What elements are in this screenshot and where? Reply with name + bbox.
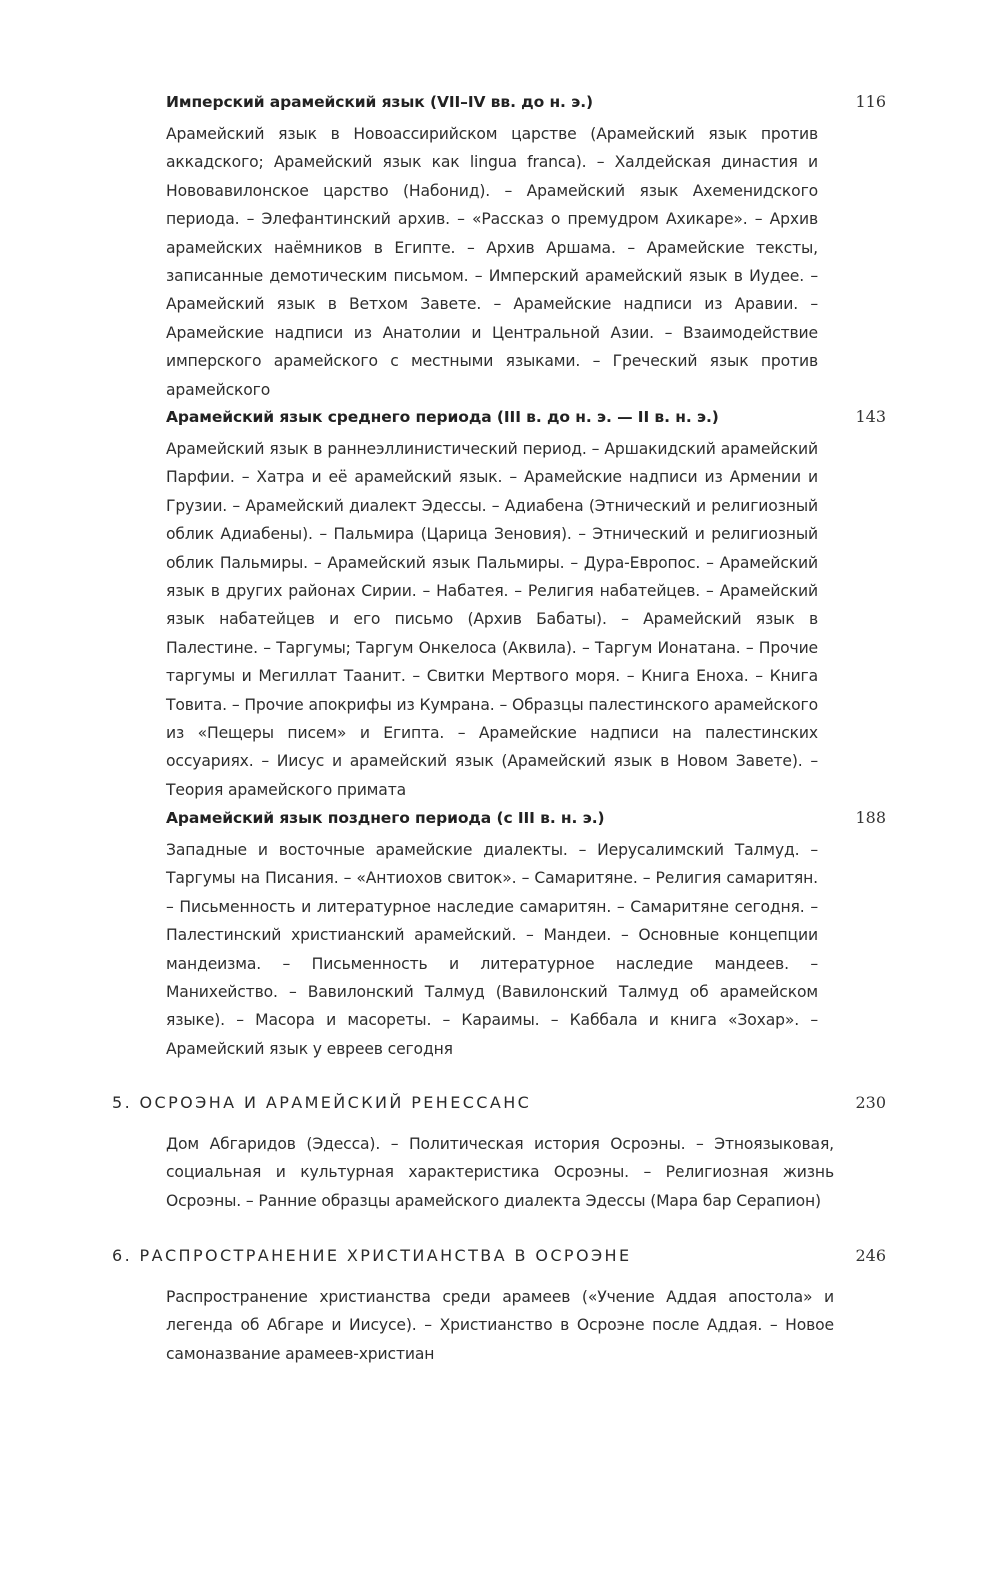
toc-entry-middle-aramaic [166, 407, 886, 804]
entry-title: Арамейский язык позднего периода (с III в. н. э.) [166, 809, 605, 827]
chapter-title: 6. РАСПРОСТРАНЕНИЕ ХРИСТИАНСТВА В ОСРОЭНЕ [112, 1246, 632, 1265]
toc-chapter-6 [112, 1246, 886, 1368]
chapter-page-number: 246 [855, 1246, 886, 1265]
entry-page-number: 116 [855, 92, 886, 111]
chapter-page-number: 230 [855, 1093, 886, 1112]
chapter-title: 5. ОСРОЭНА И АРАМЕЙСКИЙ РЕНЕССАНС [112, 1093, 532, 1112]
entry-page-number: 143 [855, 407, 886, 426]
chapter-description: Распространение христианства среди арамеев («Учение Аддая апостола» и легенда об Абгаре и Иисусе). – Христианство в Осроэне после Аддая. – Новое самоназвание арамеев-христиан [166, 1288, 834, 1363]
entry-description: Западные и восточные арамейские диалекты. – Иерусалимский Талмуд. – Таргумы на Писания. – «Антиохов свиток». – Самаритяне. – Религия самаритян. – Письменность и литературное наследие самаритян. – Самаритяне сегодня. – Палестинский христианский арамейский. – Мандеи. – Основные концепции мандеизма. – Письменность и литературное наследие мандеев. – Манихейство. – Вавилонский Талмуд (Вавилонский Талмуд об арамейском языке). – Масора и масореты. – Караимы. – Каббала и книга «Зохар». – Арамейский язык у евреев сегодня [166, 841, 818, 1058]
toc-chapter-5 [112, 1093, 886, 1215]
toc-entry-late-aramaic [166, 808, 886, 1063]
toc-entry-imperial-aramaic [166, 92, 886, 404]
entry-title: Арамейский язык среднего периода (III в. до н. э. — II в. н. э.) [166, 408, 719, 426]
entry-title: Имперский арамейский язык (VII–IV вв. до н. э.) [166, 93, 593, 111]
entry-description: Арамейский язык в раннеэллинистический период. – Аршакидский арамейский Парфии. – Хатра и её арамейский язык. – Арамейские надписи из Армении и Грузии. – Арамейский диалект Эдессы. – Адиабена (Этнический и религиозный облик Адиабены). – Пальмира (Царица Зеновия). – Этнический и религиозный облик Пальмиры. – Арамейский язык Пальмиры. – Дура-Европос. – Арамейский язык в других районах Сирии. – Набатея. – Религия набатейцев. – Арамейский язык набатейцев и его письмо (Архив Бабаты). – Арамейский язык в Палестине. – Таргумы; Таргум Онкелоса (Аквила). – Таргум Ионатана. – Прочие таргумы и Мегиллат Таанит. – Свитки Мертвого моря. – Книга Еноха. – Книга Товита. – Прочие апокрифы из Кумрана. – Образцы палестинского арамейского из «Пещеры писем» и Египта. – Арамейские надписи на палестинских оссуариях. – Иисус и арамейский язык (Арамейский язык в Новом Завете). – Теория арамейского примата [166, 440, 818, 799]
entry-description: Арамейский язык в Новоассирийском царстве (Арамейский язык против аккадского; Арамейский язык как lingua franca). – Халдейская династия и Нововавилонское царство (Набонид). – Арамейский язык Ахеменидского периода. – Элефантинский архив. – «Рассказ о премудром Ахикаре». – Архив арамейских наёмников в Египте. – Архив Аршама. – Арамейские тексты, записанные демотическим письмом. – Имперский арамейский язык в Иудее. – Арамейский язык в Ветхом Завете. – Арамейские надписи из Аравии. – Арамейские надписи из Анатолии и Центральной Азии. – Взаимодействие имперского арамейского с местными языками. – Греческий язык против арамейского [166, 125, 818, 399]
entry-page-number: 188 [855, 808, 886, 827]
chapter-description: Дом Абгаридов (Эдесса). – Политическая история Осроэны. – Этноязыковая, социальная и культурная характеристика Осроэны. – Религиозная жизнь Осроэны. – Ранние образцы арамейского диалекта Эдессы (Мара бар Серапион) [166, 1135, 834, 1210]
